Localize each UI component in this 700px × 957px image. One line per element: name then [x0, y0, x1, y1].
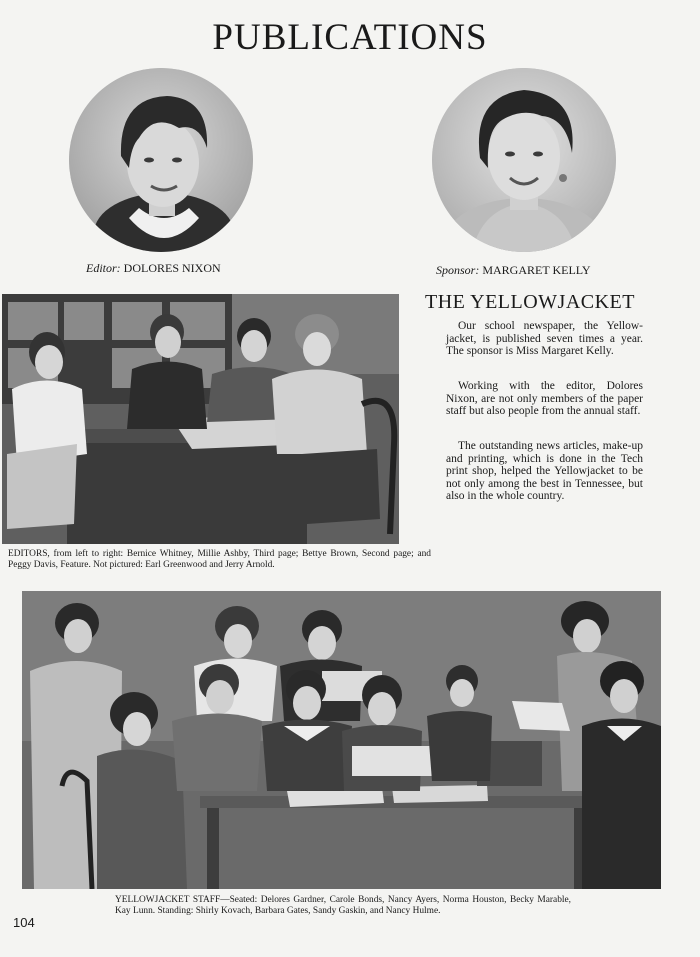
sponsor-portrait-photo	[432, 68, 616, 252]
article-paragraph: Our school newspaper, the Yellowjacket, is published seven times a year. The sponsor is Miss Margaret Kelly.	[446, 320, 643, 358]
page-number: 104	[13, 915, 35, 930]
editor-caption	[86, 261, 221, 276]
staff-group-photo	[22, 591, 661, 889]
sponsor-caption	[436, 263, 591, 278]
editor-portrait-photo	[69, 68, 253, 252]
editors-photo-caption: EDITORS, from left to right: Bernice Whitney, Millie Ashby, Third page; Bettye Brown, Second page; and Peggy Davis, Feature. Not pictured: Earl Greenwood and Jerry Arnold.	[8, 549, 431, 571]
page-title: PUBLICATIONS	[212, 17, 488, 58]
article-heading: THE YELLOWJACKET	[425, 291, 635, 313]
article-paragraph: The outstanding news articles, make-up and printing, which is done in the Tech print shop, helped the Yellowjacket to be not only among the best in Tennessee, but also in the whole country.	[446, 440, 643, 503]
editor-role: Editor:	[86, 261, 121, 275]
sponsor-role: Sponsor:	[436, 263, 480, 277]
editors-group-photo	[2, 294, 399, 544]
editor-name: DOLORES NIXON	[123, 261, 221, 275]
staff-photo-caption: YELLOWJACKET STAFF—Seated: Delores Gardner, Carole Bonds, Nancy Ayers, Norma Houston, Becky Marable, Kay Lunn. Standing: Shirly Kovach, Barbara Gates, Sandy Gaskin, and Nancy Hulme.	[115, 895, 571, 917]
article-paragraph: Working with the editor, Dolores Nixon, are not only members of the paper staff but also people from the annual staff.	[446, 380, 643, 418]
sponsor-name: MARGARET KELLY	[482, 263, 591, 277]
